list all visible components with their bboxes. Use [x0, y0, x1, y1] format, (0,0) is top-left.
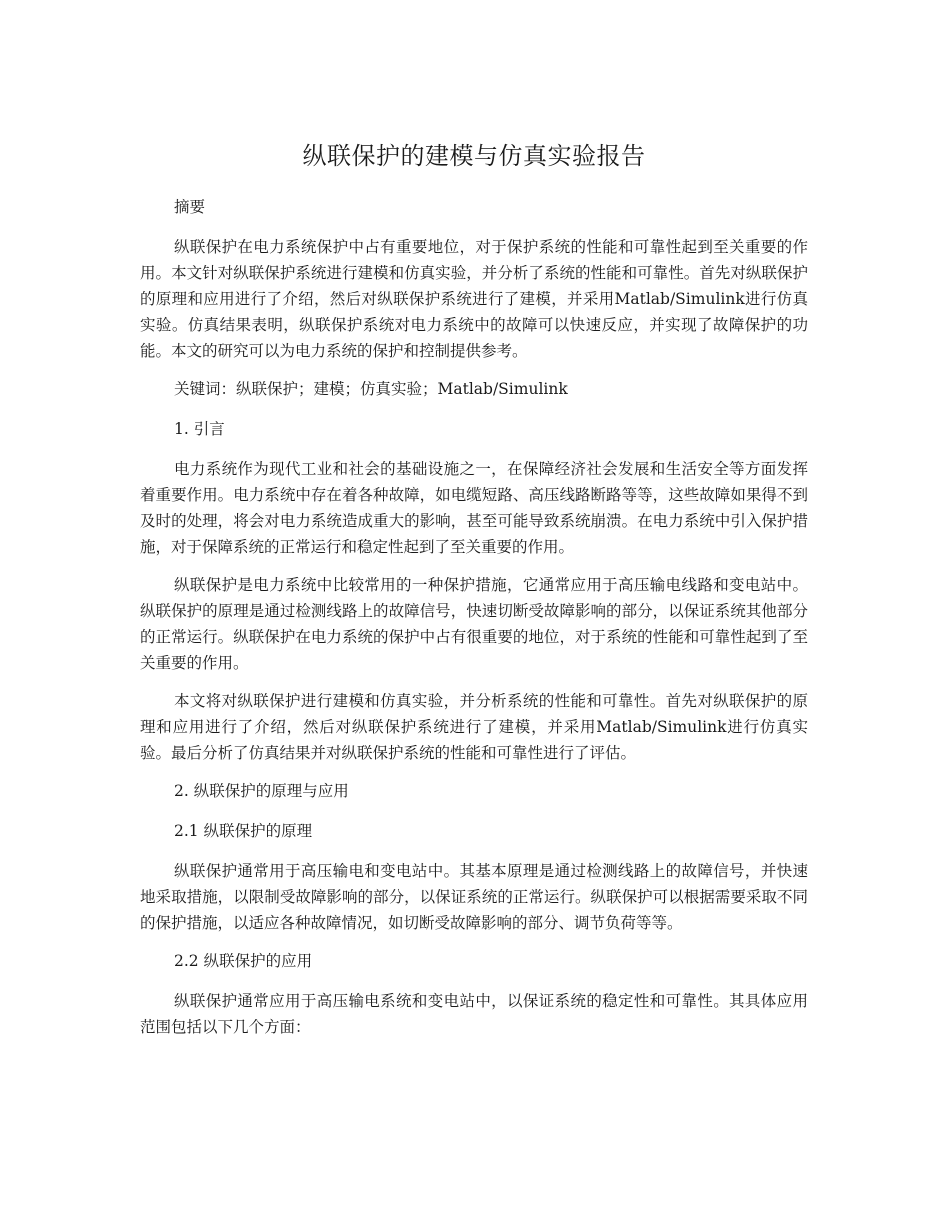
document-page	[140, 140, 808, 1052]
keywords-line: 关键词：纵联保护；建模；仿真实验；Matlab/Simulink	[174, 380, 568, 398]
abstract-heading: 摘要	[174, 198, 206, 216]
section-1-heading: 1. 引言	[174, 420, 225, 438]
document-title: 纵联保护的建模与仿真实验报告	[302, 142, 646, 170]
section-1-paragraph-2: 纵联保护是电力系统中比较常用的一种保护措施，它通常应用于高压输电线路和变电站中。纵联保护的原理是通过检测线路上的故障信号，快速切断受故障影响的部分，以保证系统其他部分的正常运行。纵联保护在电力系统的保护中占有很重要的地位，对于系统的性能和可靠性起到了至关重要的作用。	[140, 576, 808, 672]
section-2-1-heading: 2.1 纵联保护的原理	[174, 822, 313, 840]
section-2-heading: 2. 纵联保护的原理与应用	[174, 782, 349, 800]
section-2-2-paragraph: 纵联保护通常应用于高压输电系统和变电站中，以保证系统的稳定性和可靠性。其具体应用范围包括以下几个方面：	[140, 992, 808, 1036]
abstract-paragraph: 纵联保护在电力系统保护中占有重要地位，对于保护系统的性能和可靠性起到至关重要的作用。本文针对纵联保护系统进行建模和仿真实验，并分析了系统的性能和可靠性。首先对纵联保护的原理和应用进行了介绍，然后对纵联保护系统进行了建模，并采用Matlab/Simulink进行仿真实验。仿真结果表明，纵联保护系统对电力系统中的故障可以快速反应，并实现了故障保护的功能。本文的研究可以为电力系统的保护和控制提供参考。	[140, 238, 808, 360]
section-1-paragraph-1: 电力系统作为现代工业和社会的基础设施之一，在保障经济社会发展和生活安全等方面发挥着重要作用。电力系统中存在着各种故障，如电缆短路、高压线路断路等等，这些故障如果得不到及时的处理，将会对电力系统造成重大的影响，甚至可能导致系统崩溃。在电力系统中引入保护措施，对于保障系统的正常运行和稳定性起到了至关重要的作用。	[140, 460, 808, 556]
section-2-1-paragraph: 纵联保护通常用于高压输电和变电站中。其基本原理是通过检测线路上的故障信号，并快速地采取措施，以限制受故障影响的部分，以保证系统的正常运行。纵联保护可以根据需要采取不同的保护措施，以适应各种故障情况，如切断受故障影响的部分、调节负荷等等。	[140, 862, 808, 932]
section-1-paragraph-3: 本文将对纵联保护进行建模和仿真实验，并分析系统的性能和可靠性。首先对纵联保护的原理和应用进行了介绍，然后对纵联保护系统进行了建模，并采用Matlab/Simulink进行仿真实验。最后分析了仿真结果并对纵联保护系统的性能和可靠性进行了评估。	[140, 692, 808, 762]
section-2-2-heading: 2.2 纵联保护的应用	[174, 952, 313, 970]
